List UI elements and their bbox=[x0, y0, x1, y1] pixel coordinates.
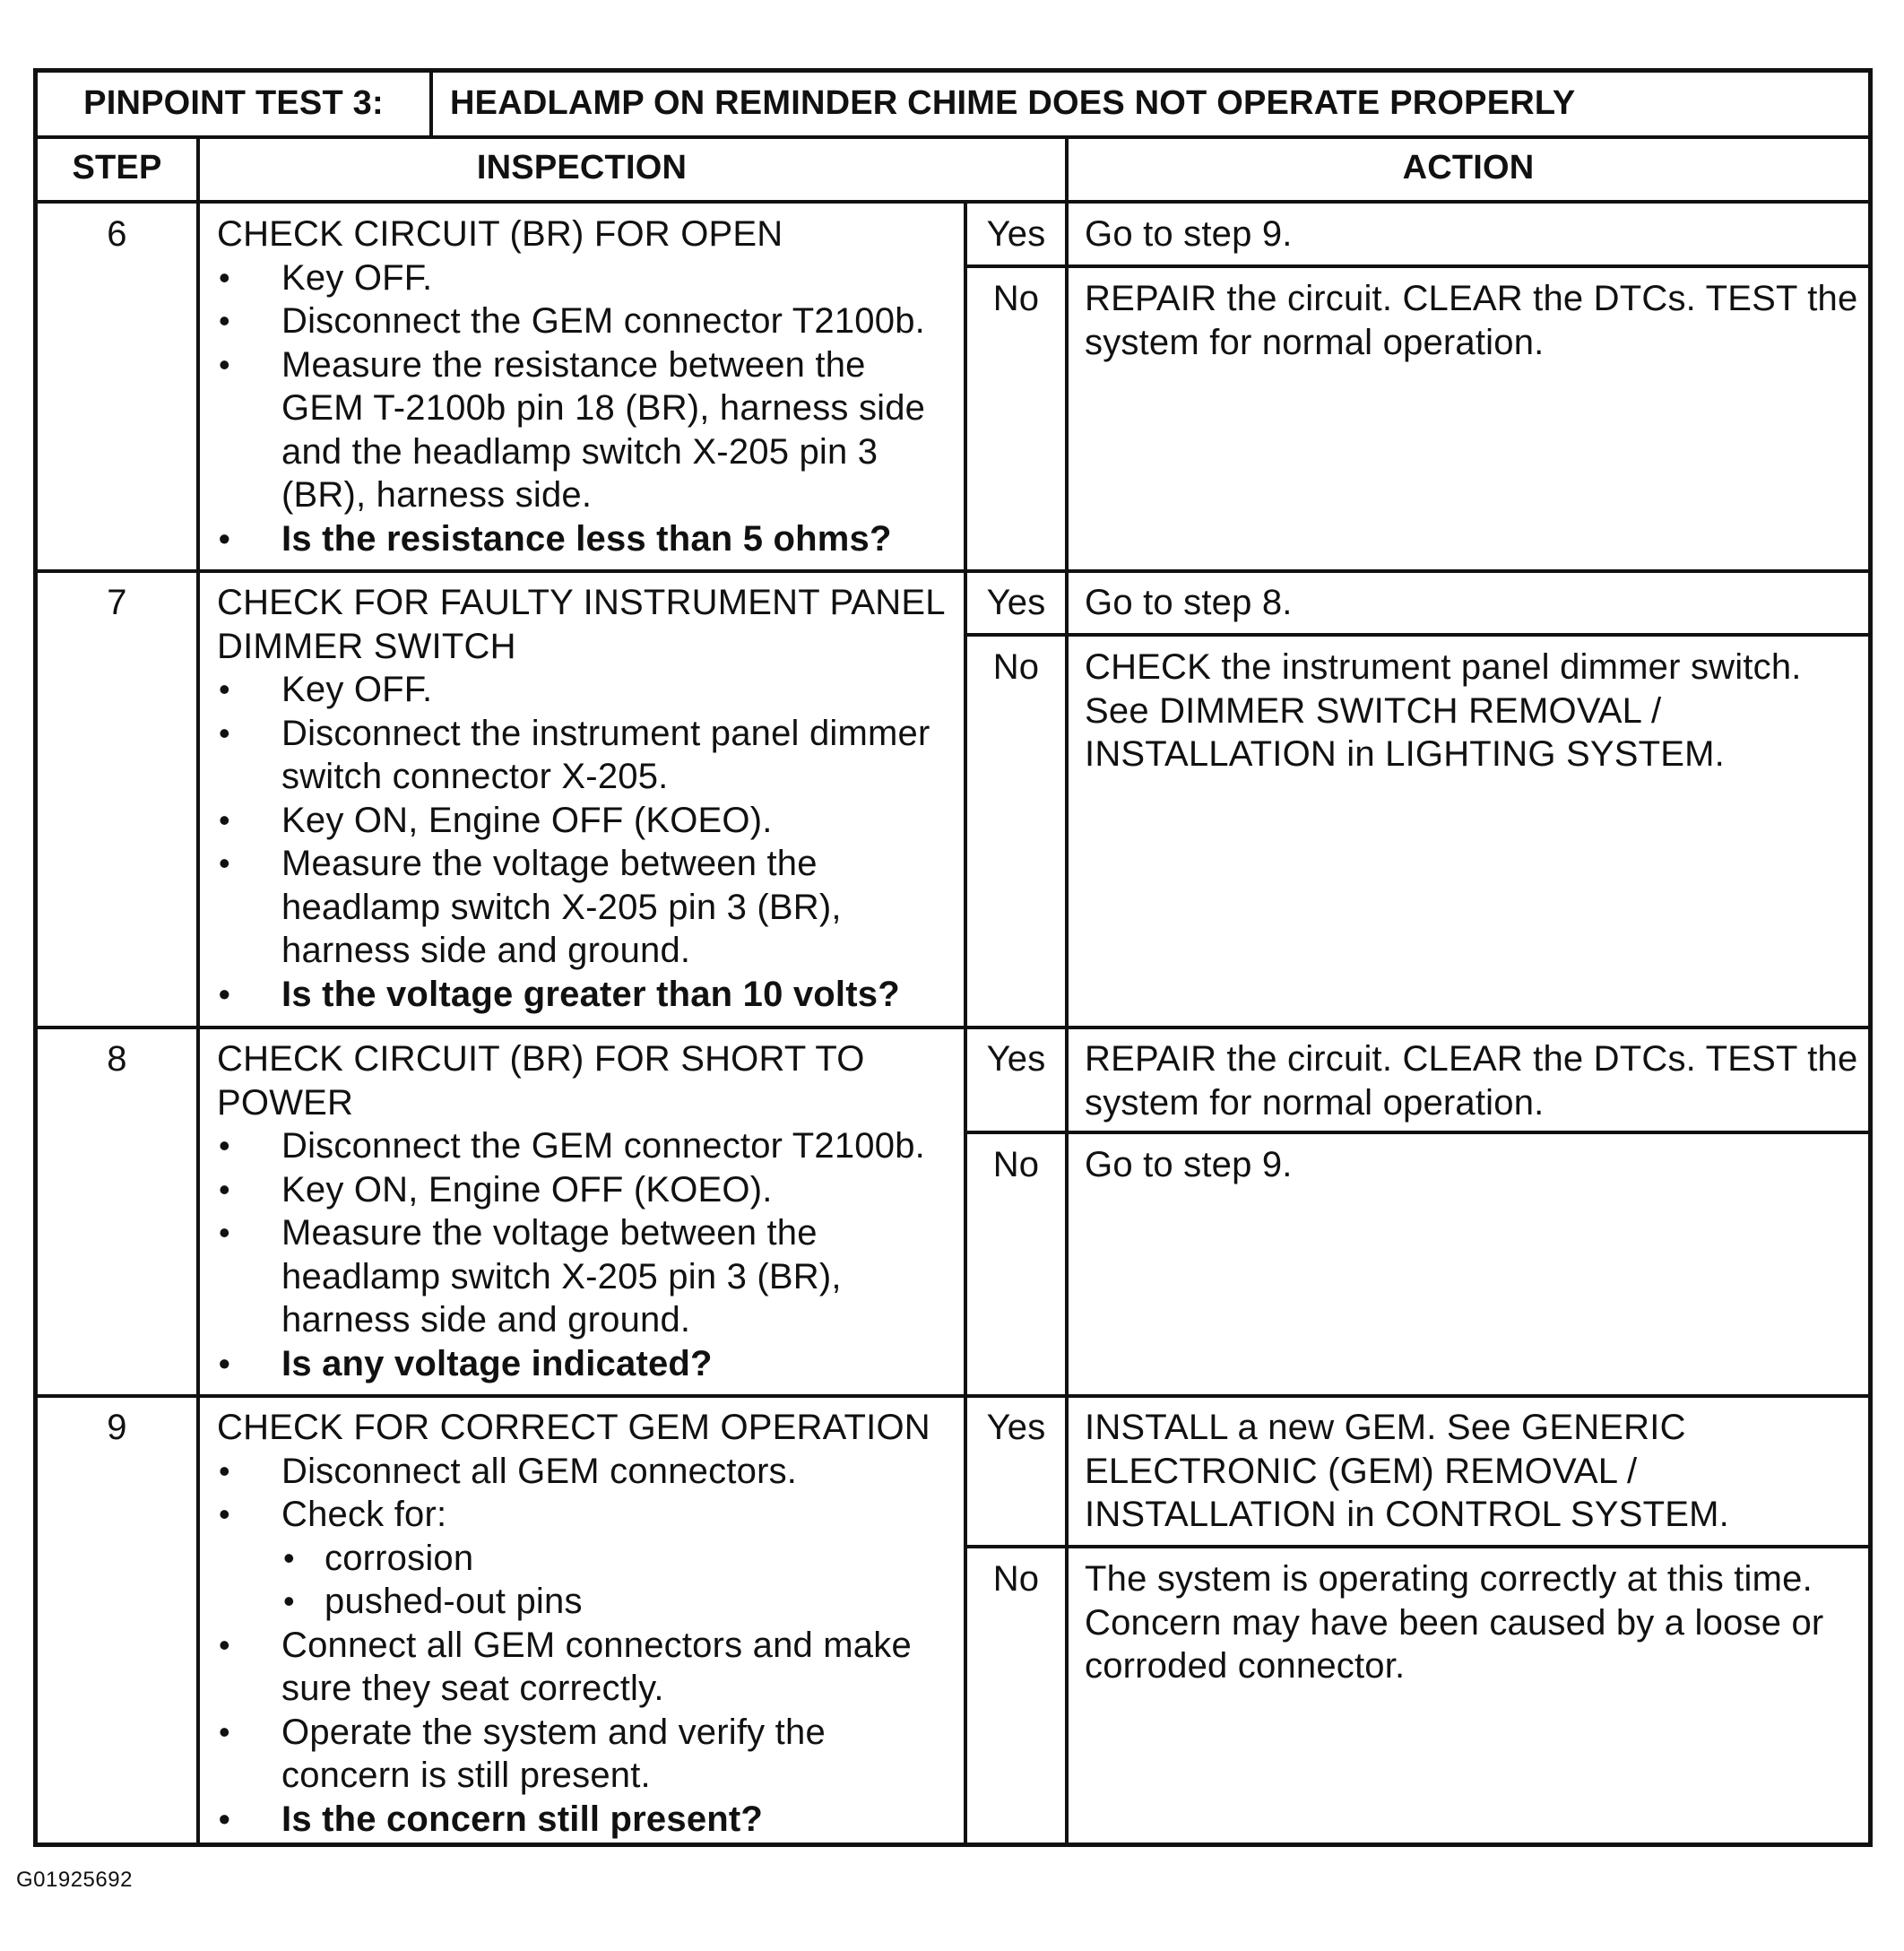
inspection-bullet: • Disconnect the instrument panel dimmer switch connector X-205. bbox=[217, 712, 946, 799]
column-header-step: STEP bbox=[72, 149, 162, 186]
yes-action: Go to step 9. bbox=[1085, 214, 1293, 254]
inspection-bullet: • Measure the voltage between the headlamp switch X-205 pin 3 (BR), harness side and ground. bbox=[217, 842, 946, 973]
test-label: PINPOINT TEST 3: bbox=[83, 84, 384, 122]
inspection-question: • Is any voltage indicated? bbox=[217, 1342, 925, 1386]
inspection-question: • Is the voltage greater than 10 volts? bbox=[217, 973, 946, 1017]
step-number: 7 bbox=[107, 583, 127, 622]
inspection-bullet: • Disconnect the GEM connector T2100b. bbox=[217, 1124, 925, 1168]
inspection-step-6 bbox=[217, 212, 925, 560]
inspection-question: • Is the concern still present? bbox=[217, 1798, 930, 1842]
column-header-inspection: INSPECTION bbox=[476, 149, 688, 186]
no-label: No bbox=[992, 279, 1040, 318]
test-title: HEADLAMP ON REMINDER CHIME DOES NOT OPERATE PROPERLY bbox=[450, 84, 1576, 122]
inspection-title: POWER bbox=[217, 1082, 354, 1123]
no-label: No bbox=[992, 1559, 1040, 1599]
step-number: 9 bbox=[107, 1408, 127, 1447]
figure-code: G01925692 bbox=[16, 1868, 133, 1892]
inspection-bullet: • Operate the system and verify the concern is still present. bbox=[217, 1711, 930, 1798]
no-label: No bbox=[992, 647, 1040, 687]
step-number: 8 bbox=[107, 1039, 127, 1079]
yes-action: REPAIR the circuit. CLEAR the DTCs. TEST the system for normal operation. bbox=[1085, 1039, 1858, 1123]
yes-label: Yes bbox=[986, 1408, 1046, 1447]
inspection-title: CHECK FOR FAULTY INSTRUMENT PANEL bbox=[217, 583, 946, 622]
rule-title-divider bbox=[429, 73, 433, 137]
inspection-bullet: • Disconnect the GEM connector T2100b. bbox=[217, 299, 925, 343]
inspection-bullet: • Key ON, Engine OFF (KOEO). bbox=[217, 799, 946, 843]
rule-step6-yes-no bbox=[964, 264, 1868, 268]
inspection-title: CHECK FOR CORRECT GEM OPERATION bbox=[217, 1408, 930, 1447]
inspection-bullet: • Measure the voltage between the headlamp switch X-205 pin 3 (BR), harness side and ground. bbox=[217, 1211, 925, 1342]
step-number: 6 bbox=[107, 214, 127, 254]
inspection-sub-bullet: • corrosion bbox=[281, 1537, 930, 1581]
yes-label: Yes bbox=[986, 583, 1046, 622]
inspection-bullet: • Disconnect all GEM connectors. bbox=[217, 1450, 930, 1494]
inspection-title: DIMMER SWITCH bbox=[217, 626, 516, 666]
inspection-step-7 bbox=[217, 581, 946, 1016]
inspection-sub-bullet: • pushed-out pins bbox=[281, 1580, 930, 1624]
rule-step9-yes-no bbox=[964, 1545, 1868, 1548]
rule-step6-bottom bbox=[38, 569, 1868, 573]
inspection-title: CHECK CIRCUIT (BR) FOR SHORT TO bbox=[217, 1039, 865, 1079]
no-label: No bbox=[992, 1145, 1040, 1184]
no-action: REPAIR the circuit. CLEAR the DTCs. TEST the system for normal operation. bbox=[1085, 279, 1858, 362]
no-action: The system is operating correctly at this time. Concern may have been caused by a loose or corroded connector. bbox=[1085, 1559, 1824, 1686]
rule-step7-yes-no bbox=[964, 633, 1868, 637]
yes-label: Yes bbox=[986, 1039, 1046, 1079]
inspection-bullet: • Check for: bbox=[217, 1493, 930, 1537]
inspection-question: • Is the resistance less than 5 ohms? bbox=[217, 517, 925, 561]
rule-step8-bottom bbox=[38, 1394, 1868, 1398]
inspection-bullet: • Measure the resistance between the GEM T-2100b pin 18 (BR), harness side and the headlamp switch X-205 pin 3 (BR), harness side. bbox=[217, 343, 925, 517]
rule-action-col bbox=[1065, 135, 1069, 1843]
inspection-step-9 bbox=[217, 1406, 930, 1841]
no-action: Go to step 9. bbox=[1085, 1145, 1293, 1184]
rule-step-col bbox=[196, 135, 200, 1843]
inspection-step-8 bbox=[217, 1037, 925, 1385]
rule-step8-yes-no bbox=[964, 1131, 1868, 1134]
no-action: CHECK the instrument panel dimmer switch. See DIMMER SWITCH REMOVAL / INSTALLATION in LIGHTING SYSTEM. bbox=[1085, 647, 1802, 774]
yes-action: INSTALL a new GEM. See GENERIC ELECTRONIC (GEM) REMOVAL / INSTALLATION in CONTROL SYSTEM. bbox=[1085, 1408, 1729, 1534]
inspection-bullet: • Key OFF. bbox=[217, 256, 925, 300]
rule-header-bottom bbox=[38, 200, 1868, 204]
yes-action: Go to step 8. bbox=[1085, 583, 1293, 622]
inspection-bullet: • Key OFF. bbox=[217, 668, 946, 712]
rule-step7-bottom bbox=[38, 1026, 1868, 1029]
yes-label: Yes bbox=[986, 214, 1046, 254]
pinpoint-test-table bbox=[33, 68, 1873, 1847]
column-header-action: ACTION bbox=[1402, 149, 1535, 186]
inspection-bullet: • Key ON, Engine OFF (KOEO). bbox=[217, 1168, 925, 1212]
inspection-bullet: • Connect all GEM connectors and make sure they seat correctly. bbox=[217, 1624, 930, 1711]
inspection-title: CHECK CIRCUIT (BR) FOR OPEN bbox=[217, 214, 783, 254]
